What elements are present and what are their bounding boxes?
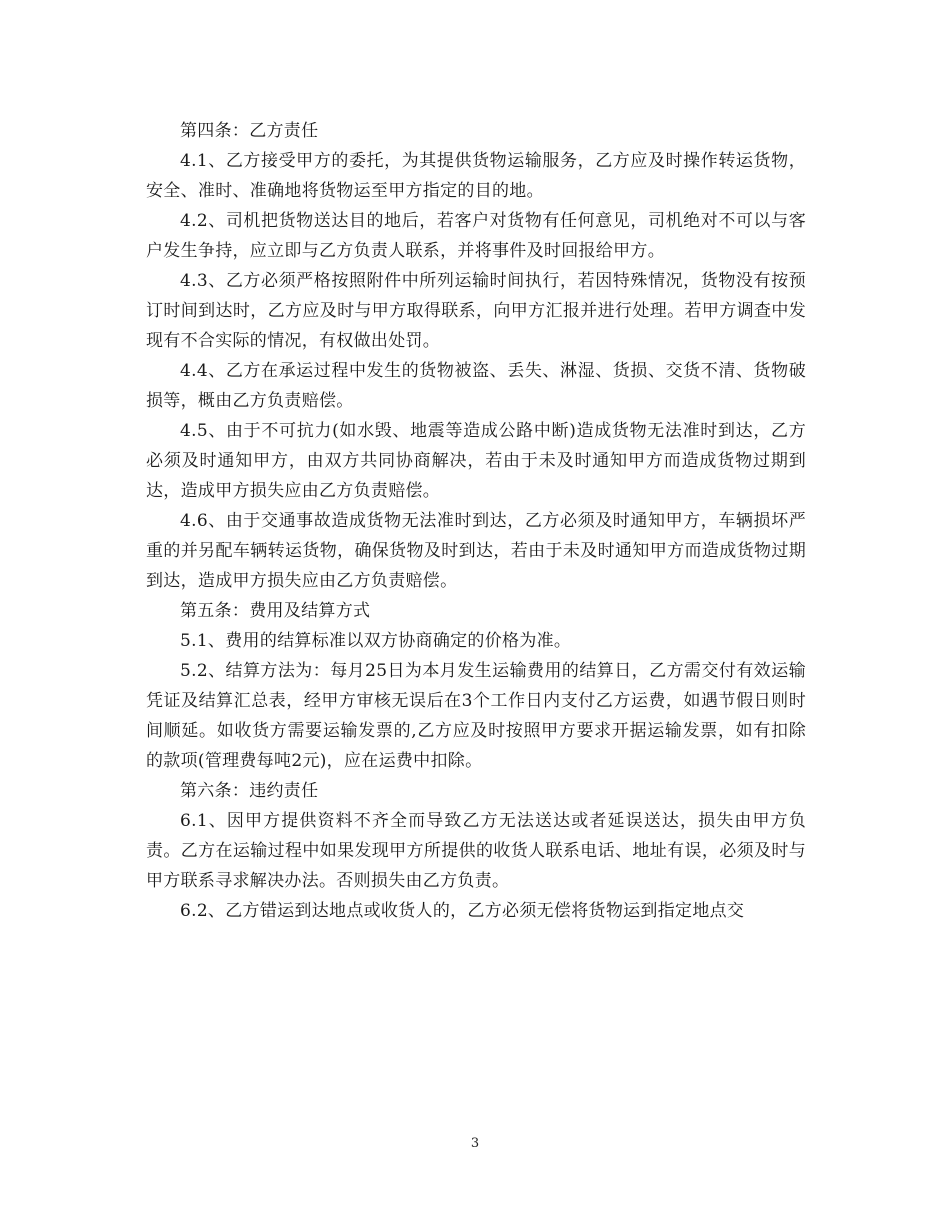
clause-5-1: 5.1、费用的结算标准以双方协商确定的价格为准。: [180, 631, 572, 651]
clause-4-2: 4.2、司机把货物送达目的地后，若客户对货物有任何意见，司机绝对不可以与客户发生争持，应立即与乙方负责人联系，并将事件及时回报给甲方。: [146, 211, 806, 261]
clause-4-5: 4.5、由于不可抗力(如水毁、地震等造成公路中断)造成货物无法准时到达，乙方必须及时通知甲方，由双方共同协商解决，若由于未及时通知甲方而造成货物过期到达，造成甲方损失应由乙方负责赔偿。: [146, 421, 806, 501]
document-body: [146, 116, 806, 926]
page-number: 3: [470, 1136, 480, 1151]
clause-4-4: 4.4、乙方在承运过程中发生的货物被盗、丢失、淋湿、货损、交货不清、货物破损等，概由乙方负责赔偿。: [146, 361, 806, 411]
section-heading-6: 第六条：违约责任: [180, 781, 319, 801]
clause-4-1: 4.1、乙方接受甲方的委托，为其提供货物运输服务，乙方应及时操作转运货物，安全、准时、准确地将货物运至甲方指定的目的地。: [146, 151, 806, 201]
section-heading-5: 第五条：费用及结算方式: [180, 601, 371, 621]
section-heading-4: 第四条：乙方责任: [180, 121, 319, 141]
clause-4-6: 4.6、由于交通事故造成货物无法准时到达，乙方必须及时通知甲方，车辆损坏严重的并另配车辆转运货物，确保货物及时到达，若由于未及时通知甲方而造成货物过期到达，造成甲方损失应由乙方负责赔偿。: [146, 511, 806, 591]
clause-6-1: 6.1、因甲方提供资料不齐全而导致乙方无法送达或者延误送达，损失由甲方负责。乙方在运输过程中如果发现甲方所提供的收货人联系电话、地址有误，必须及时与甲方联系寻求解决办法。否则损失由乙方负责。: [146, 811, 806, 891]
clause-6-2: 6.2、乙方错运到达地点或收货人的，乙方必须无偿将货物运到指定地点交: [180, 901, 745, 921]
clause-5-2: 5.2、结算方法为：每月25日为本月发生运输费用的结算日，乙方需交付有效运输凭证及结算汇总表，经甲方审核无误后在3个工作日内支付乙方运费，如遇节假日则时间顺延。如收货方需要运输发票的,乙方应及时按照甲方要求开据运输发票，如有扣除的款项(管理费每吨2元)，应在运费中扣除。: [146, 661, 806, 771]
clause-4-3: 4.3、乙方必须严格按照附件中所列运输时间执行，若因特殊情况，货物没有按预订时间到达时，乙方应及时与甲方取得联系，向甲方汇报并进行处理。若甲方调查中发现有不合实际的情况，有权做出处罚。: [146, 271, 806, 351]
